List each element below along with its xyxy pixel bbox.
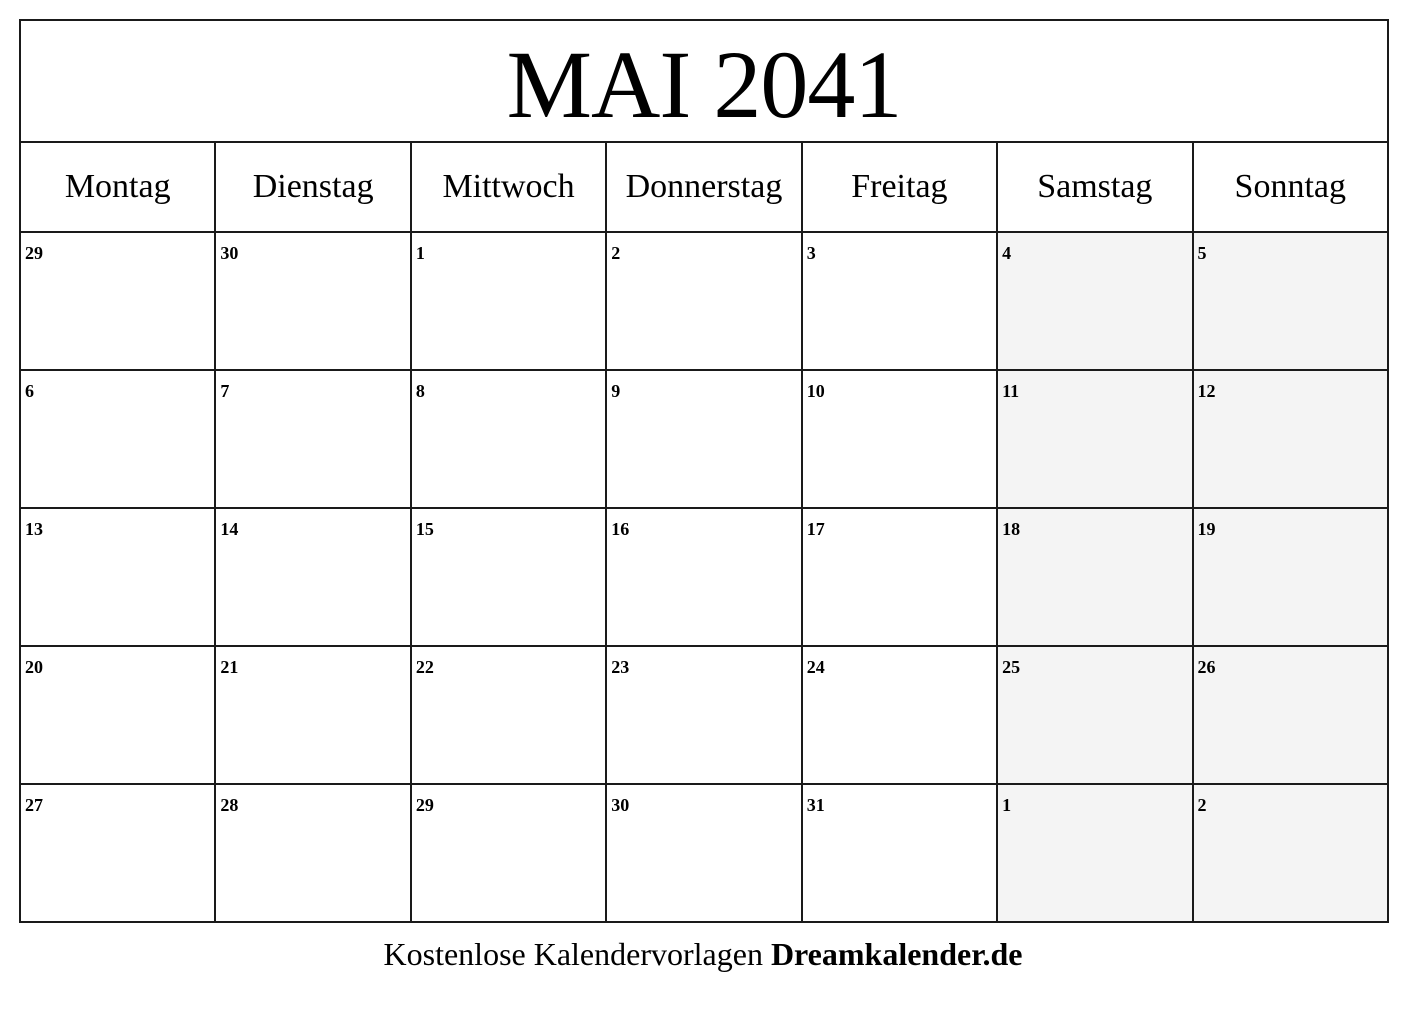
day-number: 10 — [806, 381, 825, 401]
day-number: 16 — [611, 519, 630, 539]
day-number: 25 — [1002, 657, 1021, 677]
day-number: 26 — [1197, 657, 1216, 677]
footer-brand-link[interactable]: Dreamkalender.de — [770, 936, 1023, 972]
week-row — [20, 784, 1388, 922]
footer-text: Kostenlose Kalendervorlagen — [383, 936, 763, 972]
week-row — [20, 370, 1388, 508]
weekday-header: Mittwoch — [411, 142, 606, 232]
day-number: 13 — [25, 519, 43, 539]
day-number: 30 — [220, 243, 239, 263]
day-number: 14 — [220, 519, 239, 539]
day-cell[interactable] — [20, 232, 215, 370]
day-cell[interactable] — [20, 370, 215, 508]
day-cell[interactable] — [606, 508, 801, 646]
day-cell[interactable] — [215, 646, 410, 784]
weekend-day-cell[interactable] — [997, 508, 1192, 646]
day-number: 24 — [806, 657, 825, 677]
day-number: 9 — [611, 381, 621, 401]
day-cell[interactable] — [802, 232, 997, 370]
day-cell[interactable] — [411, 784, 606, 922]
day-number: 30 — [611, 795, 630, 815]
weekday-header: Montag — [20, 142, 215, 232]
weekday-header: Sonntag — [1193, 142, 1388, 232]
day-number: 3 — [806, 243, 816, 263]
weekday-header: Freitag — [802, 142, 997, 232]
day-number: 29 — [415, 795, 434, 815]
title-row — [20, 20, 1388, 142]
week-row — [20, 232, 1388, 370]
day-cell[interactable] — [802, 370, 997, 508]
day-number: 1 — [415, 243, 425, 263]
week-row — [20, 508, 1388, 646]
week-row — [20, 646, 1388, 784]
day-cell[interactable] — [411, 508, 606, 646]
weekend-day-cell[interactable] — [1193, 646, 1388, 784]
day-cell[interactable] — [411, 370, 606, 508]
day-cell[interactable] — [411, 232, 606, 370]
day-number: 31 — [806, 795, 825, 815]
day-number: 1 — [1002, 795, 1012, 815]
weekend-day-cell[interactable] — [1193, 232, 1388, 370]
day-cell[interactable] — [215, 370, 410, 508]
day-number: 2 — [1197, 795, 1207, 815]
day-number: 18 — [1002, 519, 1021, 539]
day-cell[interactable] — [215, 508, 410, 646]
day-cell[interactable] — [802, 646, 997, 784]
day-cell[interactable] — [606, 370, 801, 508]
day-number: 29 — [25, 243, 43, 263]
calendar-table — [19, 19, 1389, 923]
day-number: 19 — [1197, 519, 1216, 539]
day-number: 5 — [1197, 243, 1207, 263]
footer — [0, 936, 1406, 973]
day-number: 15 — [415, 519, 434, 539]
day-cell[interactable] — [411, 646, 606, 784]
day-cell[interactable] — [20, 508, 215, 646]
day-number: 22 — [415, 657, 434, 677]
day-cell[interactable] — [606, 232, 801, 370]
month-title: MAI 2041 — [506, 31, 902, 138]
day-number: 7 — [220, 381, 230, 401]
weekend-day-cell[interactable] — [1193, 508, 1388, 646]
day-cell[interactable] — [215, 784, 410, 922]
day-cell[interactable] — [215, 232, 410, 370]
day-cell[interactable] — [802, 784, 997, 922]
weekend-day-cell[interactable] — [1193, 784, 1388, 922]
day-number: 20 — [25, 657, 43, 677]
day-number: 27 — [25, 795, 43, 815]
weekday-header: Dienstag — [215, 142, 410, 232]
month-title-cell — [20, 20, 1388, 142]
weekend-day-cell[interactable] — [1193, 370, 1388, 508]
day-cell[interactable] — [606, 784, 801, 922]
weekday-header-row — [20, 142, 1388, 232]
weekend-day-cell[interactable] — [997, 646, 1192, 784]
day-cell[interactable] — [606, 646, 801, 784]
day-cell[interactable] — [20, 784, 215, 922]
day-number: 28 — [220, 795, 239, 815]
day-number: 23 — [611, 657, 630, 677]
weekend-day-cell[interactable] — [997, 232, 1192, 370]
day-number: 6 — [25, 381, 34, 401]
day-number: 11 — [1002, 381, 1020, 401]
weekend-day-cell[interactable] — [997, 370, 1192, 508]
weekend-day-cell[interactable] — [997, 784, 1192, 922]
day-cell[interactable] — [20, 646, 215, 784]
day-number: 2 — [611, 243, 621, 263]
day-cell[interactable] — [802, 508, 997, 646]
day-number: 4 — [1002, 243, 1012, 263]
day-number: 21 — [220, 657, 239, 677]
weekday-header: Samstag — [997, 142, 1192, 232]
day-number: 12 — [1197, 381, 1216, 401]
day-number: 17 — [806, 519, 825, 539]
weekday-header: Donnerstag — [606, 142, 801, 232]
day-number: 8 — [415, 381, 425, 401]
